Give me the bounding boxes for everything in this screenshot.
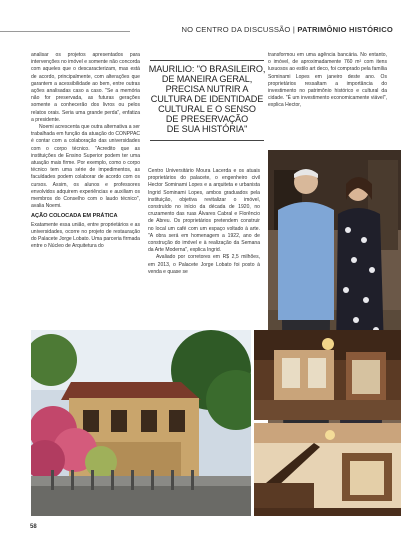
quote-line: DE PRESERVAÇÃO xyxy=(165,114,249,124)
interior-room-photo xyxy=(254,330,401,420)
quote-line: DE MANEIRA GERAL, xyxy=(161,74,253,84)
quote-line: CULTURA DE IDENTIDADE xyxy=(150,94,264,104)
palacete-exterior-photo xyxy=(31,330,251,516)
header-section: NO CENTRO DA DISCUSSÃO | xyxy=(181,25,295,34)
section-subheading: AÇÃO COLOCADA EM PRÁTICA xyxy=(31,213,118,220)
col1-paragraph-3: Exatamente essa união, entre proprietários e as universidades, ocorre no projeto de restauração do Palacete Jorge Lobato. Uma parceria firmada entre o Núcleo de Arquitetura do xyxy=(31,221,140,250)
col1-paragraph-2: Noemi acrescenta que outra alternativa a ser trabalhada em função da atuação do CONPPAC é contar com a colaboração das universidades com o corpo técnico. "Acredito que as instituições de Ensino Superior podem ter uma atuação mais firme. Por exemplo, como o corpo técnico tem uma série de impedimentos, as faculdades podem colaborar de acordo com os cursos. Assim, os alunos e professores envolvidos adquirem experiências e auxiliam os membros do Conselho com o laudo técnico", avalia Noemi. xyxy=(31,124,140,210)
interior-staircase-photo xyxy=(254,423,401,516)
header-rule xyxy=(0,31,130,32)
quote-rule-bottom xyxy=(150,140,264,141)
quote-line: CULTURAL E O SENSO xyxy=(158,104,256,114)
page-header xyxy=(0,22,415,40)
quote-line: DE SUA HISTÓRIA" xyxy=(166,124,248,134)
col3-paragraph-1: transformou em uma agência bancária. No entanto, o imóvel, de aproximadamente 760 m² com itens luxuosos ao estilo art deco, foi comprado pela família Sominami Lopes em janeiro deste ano. Os proprietários ressaltam a importância do investimento no patrimônio histórico e cultural da cidade. "É um investimento economicamente viável", explica Hector, xyxy=(268,52,387,109)
header-category: PATRIMÔNIO HISTÓRICO xyxy=(297,25,393,34)
col2-paragraph-1: Centro Universitário Moura Lacerda e os atuais proprietários do palacete, o engenheiro civil Hector Sominami Lopes e a arquiteta e urbanista Ingrid Sominami Lopes, ambos graduados pela instituição, objetiva revitalizar o imóvel, construído no início da década de 1920, no cruzamento das ruas Álvares Cabral e Florêncio de Abreu. Os proprietários pretendem construir no local um café com um espaço voltado à arte. "A obra será em homenagem a 1922, ano de construção do imóvel e à realização da Semana da Arte Moderna", explica Ingrid. xyxy=(148,168,260,254)
pull-quote xyxy=(148,64,266,134)
col1-paragraph-1: analisar os projetos apresentados para intervenções no imóvel e somente não concorda com aqueles que o descaracterizam, mas está de acordo, principalmente, com alterações que garantem a acessibilidade ao bem, entre outras ações analisadas caso a caso. "Se a memória não for preservada, as futuras gerações somente a conhecerão dos livros ou pelos relatos orais. Seria uma grande perda", enfatiza a presidente. xyxy=(31,52,140,123)
col2-paragraph-2: Avaliado por corretores em R$ 2,5 milhões, em 2013, o Palacete Jorge Lobato foi posto à venda e quase se xyxy=(148,254,260,275)
article-column-2 xyxy=(148,168,260,276)
quote-line: PRECISA NUTRIR A xyxy=(165,84,249,94)
header-title xyxy=(177,25,393,34)
quote-line: MAURILIO: "O BRASILEIRO, xyxy=(148,64,266,74)
page-number: 58 xyxy=(30,524,37,530)
quote-rule-top xyxy=(150,60,264,61)
article-column-3 xyxy=(268,52,387,110)
article-column-1 xyxy=(31,52,140,250)
